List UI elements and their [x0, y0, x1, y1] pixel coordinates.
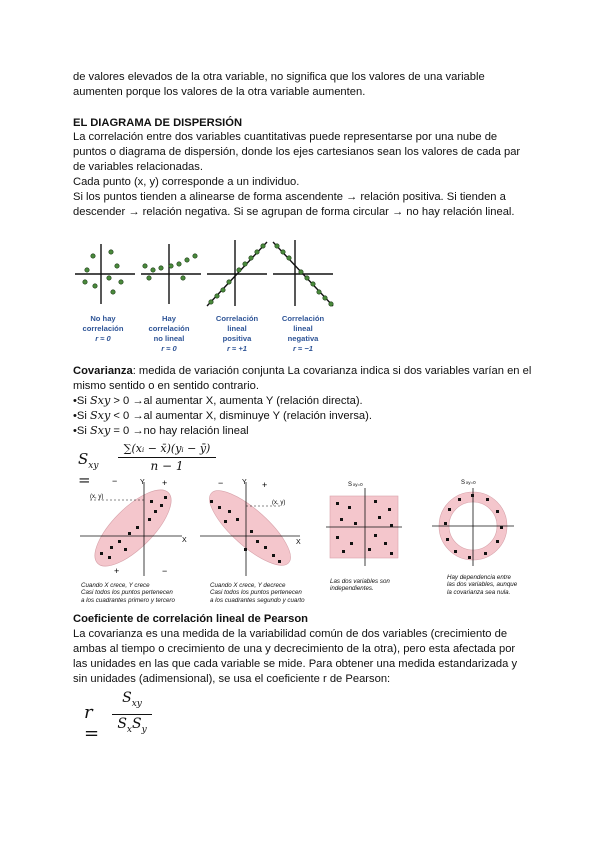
- label-4-l1: Correlación: [281, 314, 325, 323]
- formula-numerator: ∑(xᵢ − x̄)(yᵢ − ȳ): [123, 442, 211, 455]
- label-4-l2: lineal: [293, 324, 313, 333]
- svg-text:S: S: [348, 482, 353, 488]
- svg-text:Y: Y: [242, 479, 247, 486]
- svg-text:+: +: [162, 478, 168, 488]
- pearson-line-1: La covarianza es una medida de la variabilidad común de dos variables (crecimiento de: [73, 628, 508, 640]
- covariance-def-line-1: [73, 364, 531, 379]
- svg-text:(x, y): (x, y): [272, 500, 286, 506]
- pearson-line-2: ambas al tiempo o crecimiento de una y decrecimiento de la otra), pero esta afectada por: [73, 643, 516, 655]
- covariance-bullet-2: •Si Sxy < 0 →al aumentar X, disminuye Y (relación inversa).: [73, 409, 372, 422]
- svg-text:+: +: [262, 480, 268, 490]
- intro-line-2: aumenten porque los valores de la otra variable aumenten.: [73, 86, 366, 98]
- pearson-numerator: $S_{xy}$: [122, 690, 142, 709]
- sxy-symbol: Sxy: [89, 409, 111, 422]
- label-1-l2: correlación: [82, 324, 124, 333]
- formula-denominator: n − 1: [150, 459, 184, 473]
- cov-panel-independent: [326, 482, 402, 566]
- dispersion-line-1: La correlación entre dos variables cuantitativas puede representarse por una nube de: [73, 131, 498, 143]
- sxy-symbol: Sxy: [89, 394, 111, 407]
- label-1-f: r ≈ 0: [95, 334, 111, 343]
- svg-text:−: −: [112, 476, 118, 486]
- covariance-bullet-1: •Si Sxy > 0 →al aumentar X, aumenta Y (relación directa).: [73, 394, 363, 407]
- pearson-denominator: $S_xS_y$: [117, 715, 147, 735]
- label-2-l3: no lineal: [153, 334, 185, 343]
- label-2-l2: correlación: [148, 324, 190, 333]
- label-2-l1: Hay: [162, 314, 176, 323]
- svg-text:−: −: [162, 566, 168, 576]
- covariance-def: : medida de variación conjunta La covarianza indica si dos variables varían en el: [132, 365, 532, 377]
- svg-text:xy=0: xy=0: [466, 480, 476, 485]
- cov-caption-2: Cuando X crece, Y decrece Casi todos los puntos pertenecen a los cuadrantes segundo y cuarto: [210, 582, 305, 604]
- label-3-l1: Correlación: [215, 314, 259, 323]
- dispersion-line-2: puntos o diagrama de dispersión, donde los ejes cartesianos sean los valores de cada par: [73, 146, 521, 158]
- svg-text:−: −: [218, 478, 224, 488]
- correlation-types-figure: [73, 236, 335, 362]
- covariance-def-line-2: mismo sentido o en sentido contrario.: [73, 380, 259, 392]
- label-3-l3: positiva: [222, 334, 252, 343]
- label-4-f: r ≈ −1: [292, 344, 314, 353]
- covariance-term: Covarianza: [73, 365, 133, 377]
- cov-caption-1: Cuando X crece, Y crece Casi todos los puntos pertenecen a los cuadrantes primero y tercero: [81, 582, 175, 604]
- section-heading-pearson: Coeficiente de correlación lineal de Pearson: [73, 613, 309, 625]
- label-3-f: r ≈ +1: [226, 344, 248, 353]
- svg-text:Y: Y: [140, 479, 145, 486]
- covariance-bullet-3: •Si Sxy = 0 →no hay relación lineal: [73, 424, 249, 437]
- label-3-l2: lineal: [227, 324, 247, 333]
- label-1-l1: No hay: [90, 314, 116, 323]
- pearson-line-3: las unidades en las que cada variable se mide. Para obtener una medida estandarizada y: [73, 658, 518, 670]
- svg-text:S: S: [461, 480, 466, 486]
- covariance-figure: [78, 476, 528, 582]
- cov-caption-3: Las dos variables son independientes.: [330, 578, 390, 593]
- svg-text:X: X: [296, 539, 301, 546]
- sxy-symbol: Sxy: [89, 424, 111, 437]
- label-4-l3: negativa: [287, 334, 319, 343]
- dispersion-line-5: Si los puntos tienden a alinearse de forma ascendente → relación positiva. Si tienden a: [73, 191, 506, 203]
- dispersion-line-4: Cada punto (x, y) corresponde a un individuo.: [73, 176, 300, 188]
- cov-panel-ring: [432, 480, 514, 566]
- section-heading-dispersion: EL DIAGRAMA DE DISPERSIÓN: [73, 117, 243, 129]
- svg-text:xy=0: xy=0: [353, 482, 363, 487]
- intro-line-1: de valores elevados de la otra variable, no significa que los valores de una variable: [73, 71, 485, 83]
- cov-caption-4: Hay dependencia entre las dos variables, aunque la covarianza sea nula.: [447, 574, 518, 596]
- cov-panel-positive: [80, 476, 187, 577]
- svg-text:X: X: [182, 537, 187, 544]
- label-2-f: r ≈ 0: [161, 344, 177, 353]
- svg-text:(x, y): (x, y): [90, 494, 104, 500]
- dispersion-line-3: de variables relacionadas.: [73, 161, 203, 173]
- dispersion-line-6: descender → relación negativa. Si se agrupan de forma circular → no hay relación lineal.: [73, 206, 515, 218]
- pearson-line-4: sin unidades (adimensional), se usa el coeficiente r de Pearson:: [73, 673, 391, 685]
- svg-text:+: +: [114, 566, 120, 576]
- cov-panel-negative: [199, 478, 301, 576]
